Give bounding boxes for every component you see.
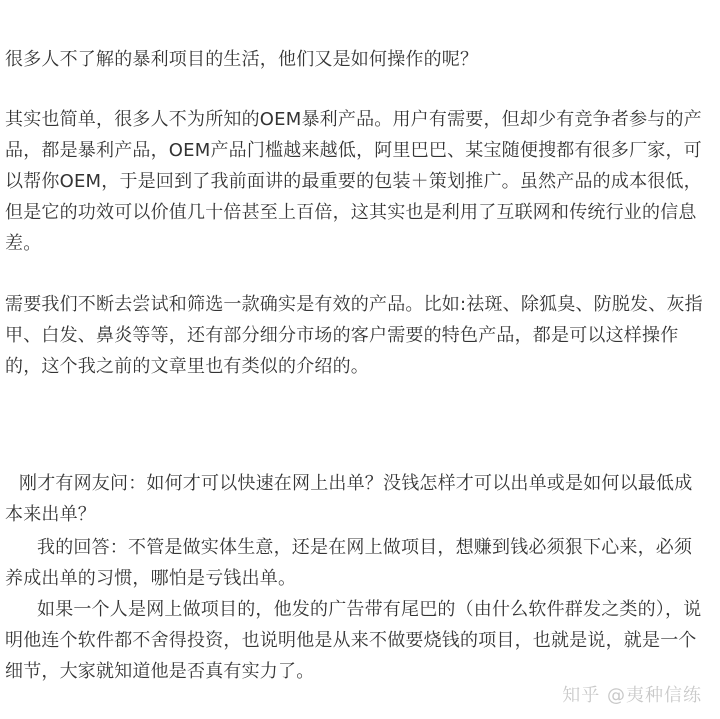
article-paragraph-4: 刚才有网友问：如何才可以快速在网上出单？没钱怎样才可以出单或是如何以最低成本来出单？ bbox=[5, 473, 693, 525]
zhihu-watermark: 知乎 @夷种信练 bbox=[562, 685, 702, 706]
article-paragraph-2: 其实也简单，很多人不为所知的OEM暴利产品。用户有需要，但却少有竞争者参与的产品，都是暴利产品，OEM产品门槛越来越低，阿里巴巴、某宝随便搜都有很多厂家，可以帮你OEM，于是回到了我前面讲的最重要的包装＋策划推广。虽然产品的成本很低，但是它的功效可以价值几十倍甚至上百倍，这其实也是利用了互联网和传统行业的信息差。 bbox=[5, 109, 702, 254]
article-paragraph-1: 很多人不了解的暴利项目的生活，他们又是如何操作的呢？ bbox=[5, 49, 479, 70]
article-paragraph-5: 我的回答：不管是做实体生意，还是在网上做项目，想赚到钱必须狠下心来，必须养成出单的习惯，哪怕是亏钱出单。 bbox=[5, 537, 693, 589]
article-paragraph-3: 需要我们不断去尝试和筛选一款确实是有效的产品。比如:祛斑、除狐臭、防脱发、灰指甲、白发、鼻炎等等，还有部分细分市场的客户需要的特色产品，都是可以这样操作的，这个我之前的文章里也有类似的介绍的。 bbox=[5, 294, 703, 377]
article-paragraph-6: 如果一个人是网上做项目的，他发的广告带有尾巴的（由什么软件群发之类的），说明他连个软件都不舍得投资，也说明他是从来不做要烧钱的项目，也就是说，就是一个细节，大家就知道他是否真有实力了。 bbox=[5, 599, 702, 682]
